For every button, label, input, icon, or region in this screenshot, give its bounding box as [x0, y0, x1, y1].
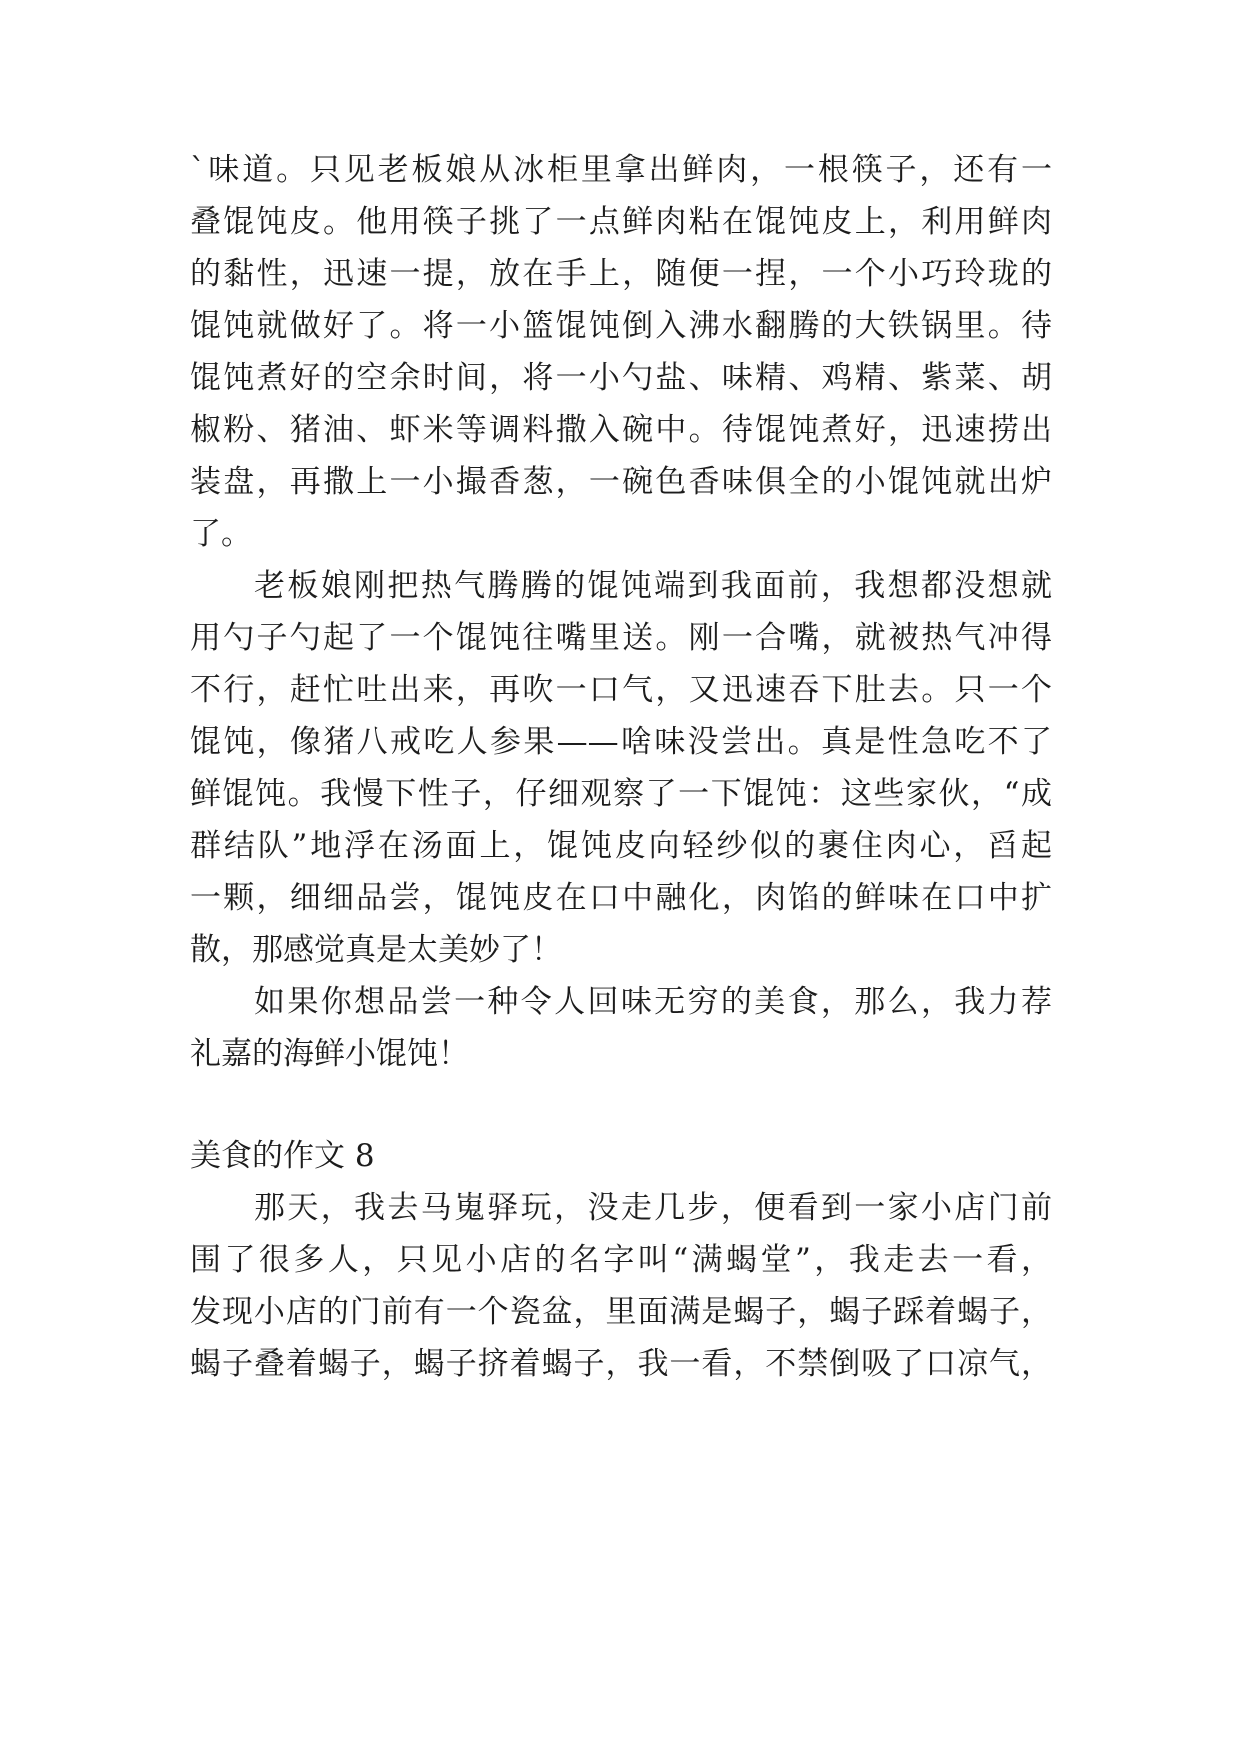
paragraph-1-line-8: 了。: [190, 516, 252, 552]
paragraph-4-line-3: 发现小店的门前有一个瓷盆，里面满是蝎子，蝎子踩着蝎子，: [190, 1294, 1052, 1330]
paragraph-2-line-1: 老板娘刚把热气腾腾的馄饨端到我面前，我想都没想就: [254, 568, 1052, 604]
paragraph-4-line-4: 蝎子叠着蝎子，蝎子挤着蝎子，我一看，不禁倒吸了口凉气，: [190, 1346, 1052, 1382]
paragraph-2-line-6: 群结队”地浮在汤面上，馄饨皮向轻纱似的裹住肉心，舀起: [190, 828, 1052, 864]
paragraph-1-line-1: `味道。只见老板娘从冰柜里拿出鲜肉，一根筷子，还有一: [190, 152, 1052, 188]
paragraph-2-line-2: 用勺子勺起了一个馄饨往嘴里送。刚一合嘴，就被热气冲得: [190, 620, 1052, 656]
paragraph-1-line-7: 装盘，再撒上一小撮香葱，一碗色香味俱全的小馄饨就出炉: [190, 464, 1052, 500]
paragraph-4-line-2: 围了很多人，只见小店的名字叫“满蝎堂”，我走去一看，: [190, 1242, 1052, 1278]
paragraph-1-line-4: 馄饨就做好了。将一小篮馄饨倒入沸水翻腾的大铁锅里。待: [190, 308, 1052, 344]
paragraph-2-line-7: 一颗，细细品尝，馄饨皮在口中融化，肉馅的鲜味在口中扩: [190, 880, 1052, 916]
paragraph-3-line-1: 如果你想品尝一种令人回味无穷的美食，那么，我力荐: [254, 984, 1052, 1020]
document-page: [190, 0, 1052, 1754]
section-heading: 美食的作文 8: [190, 1138, 375, 1174]
paragraph-4-line-1: 那天，我去马嵬驿玩，没走几步，便看到一家小店门前: [254, 1190, 1052, 1226]
paragraph-1-line-5: 馄饨煮好的空余时间，将一小勺盐、味精、鸡精、紫菜、胡: [190, 360, 1052, 396]
paragraph-2-line-4: 馄饨，像猪八戒吃人参果——啥味没尝出。真是性急吃不了: [190, 724, 1052, 760]
paragraph-1-line-3: 的黏性，迅速一提，放在手上，随便一捏，一个小巧玲珑的: [190, 256, 1052, 292]
paragraph-3-line-2: 礼嘉的海鲜小馄饨！: [190, 1036, 469, 1072]
paragraph-2-line-8: 散，那感觉真是太美妙了！: [190, 932, 562, 968]
paragraph-2-line-5: 鲜馄饨。我慢下性子，仔细观察了一下馄饨：这些家伙，“成: [190, 776, 1052, 812]
paragraph-2-line-3: 不行，赶忙吐出来，再吹一口气，又迅速吞下肚去。只一个: [190, 672, 1052, 708]
paragraph-1-line-6: 椒粉、猪油、虾米等调料撒入碗中。待馄饨煮好，迅速捞出: [190, 412, 1052, 448]
paragraph-1-line-2: 叠馄饨皮。他用筷子挑了一点鲜肉粘在馄饨皮上，利用鲜肉: [190, 204, 1052, 240]
